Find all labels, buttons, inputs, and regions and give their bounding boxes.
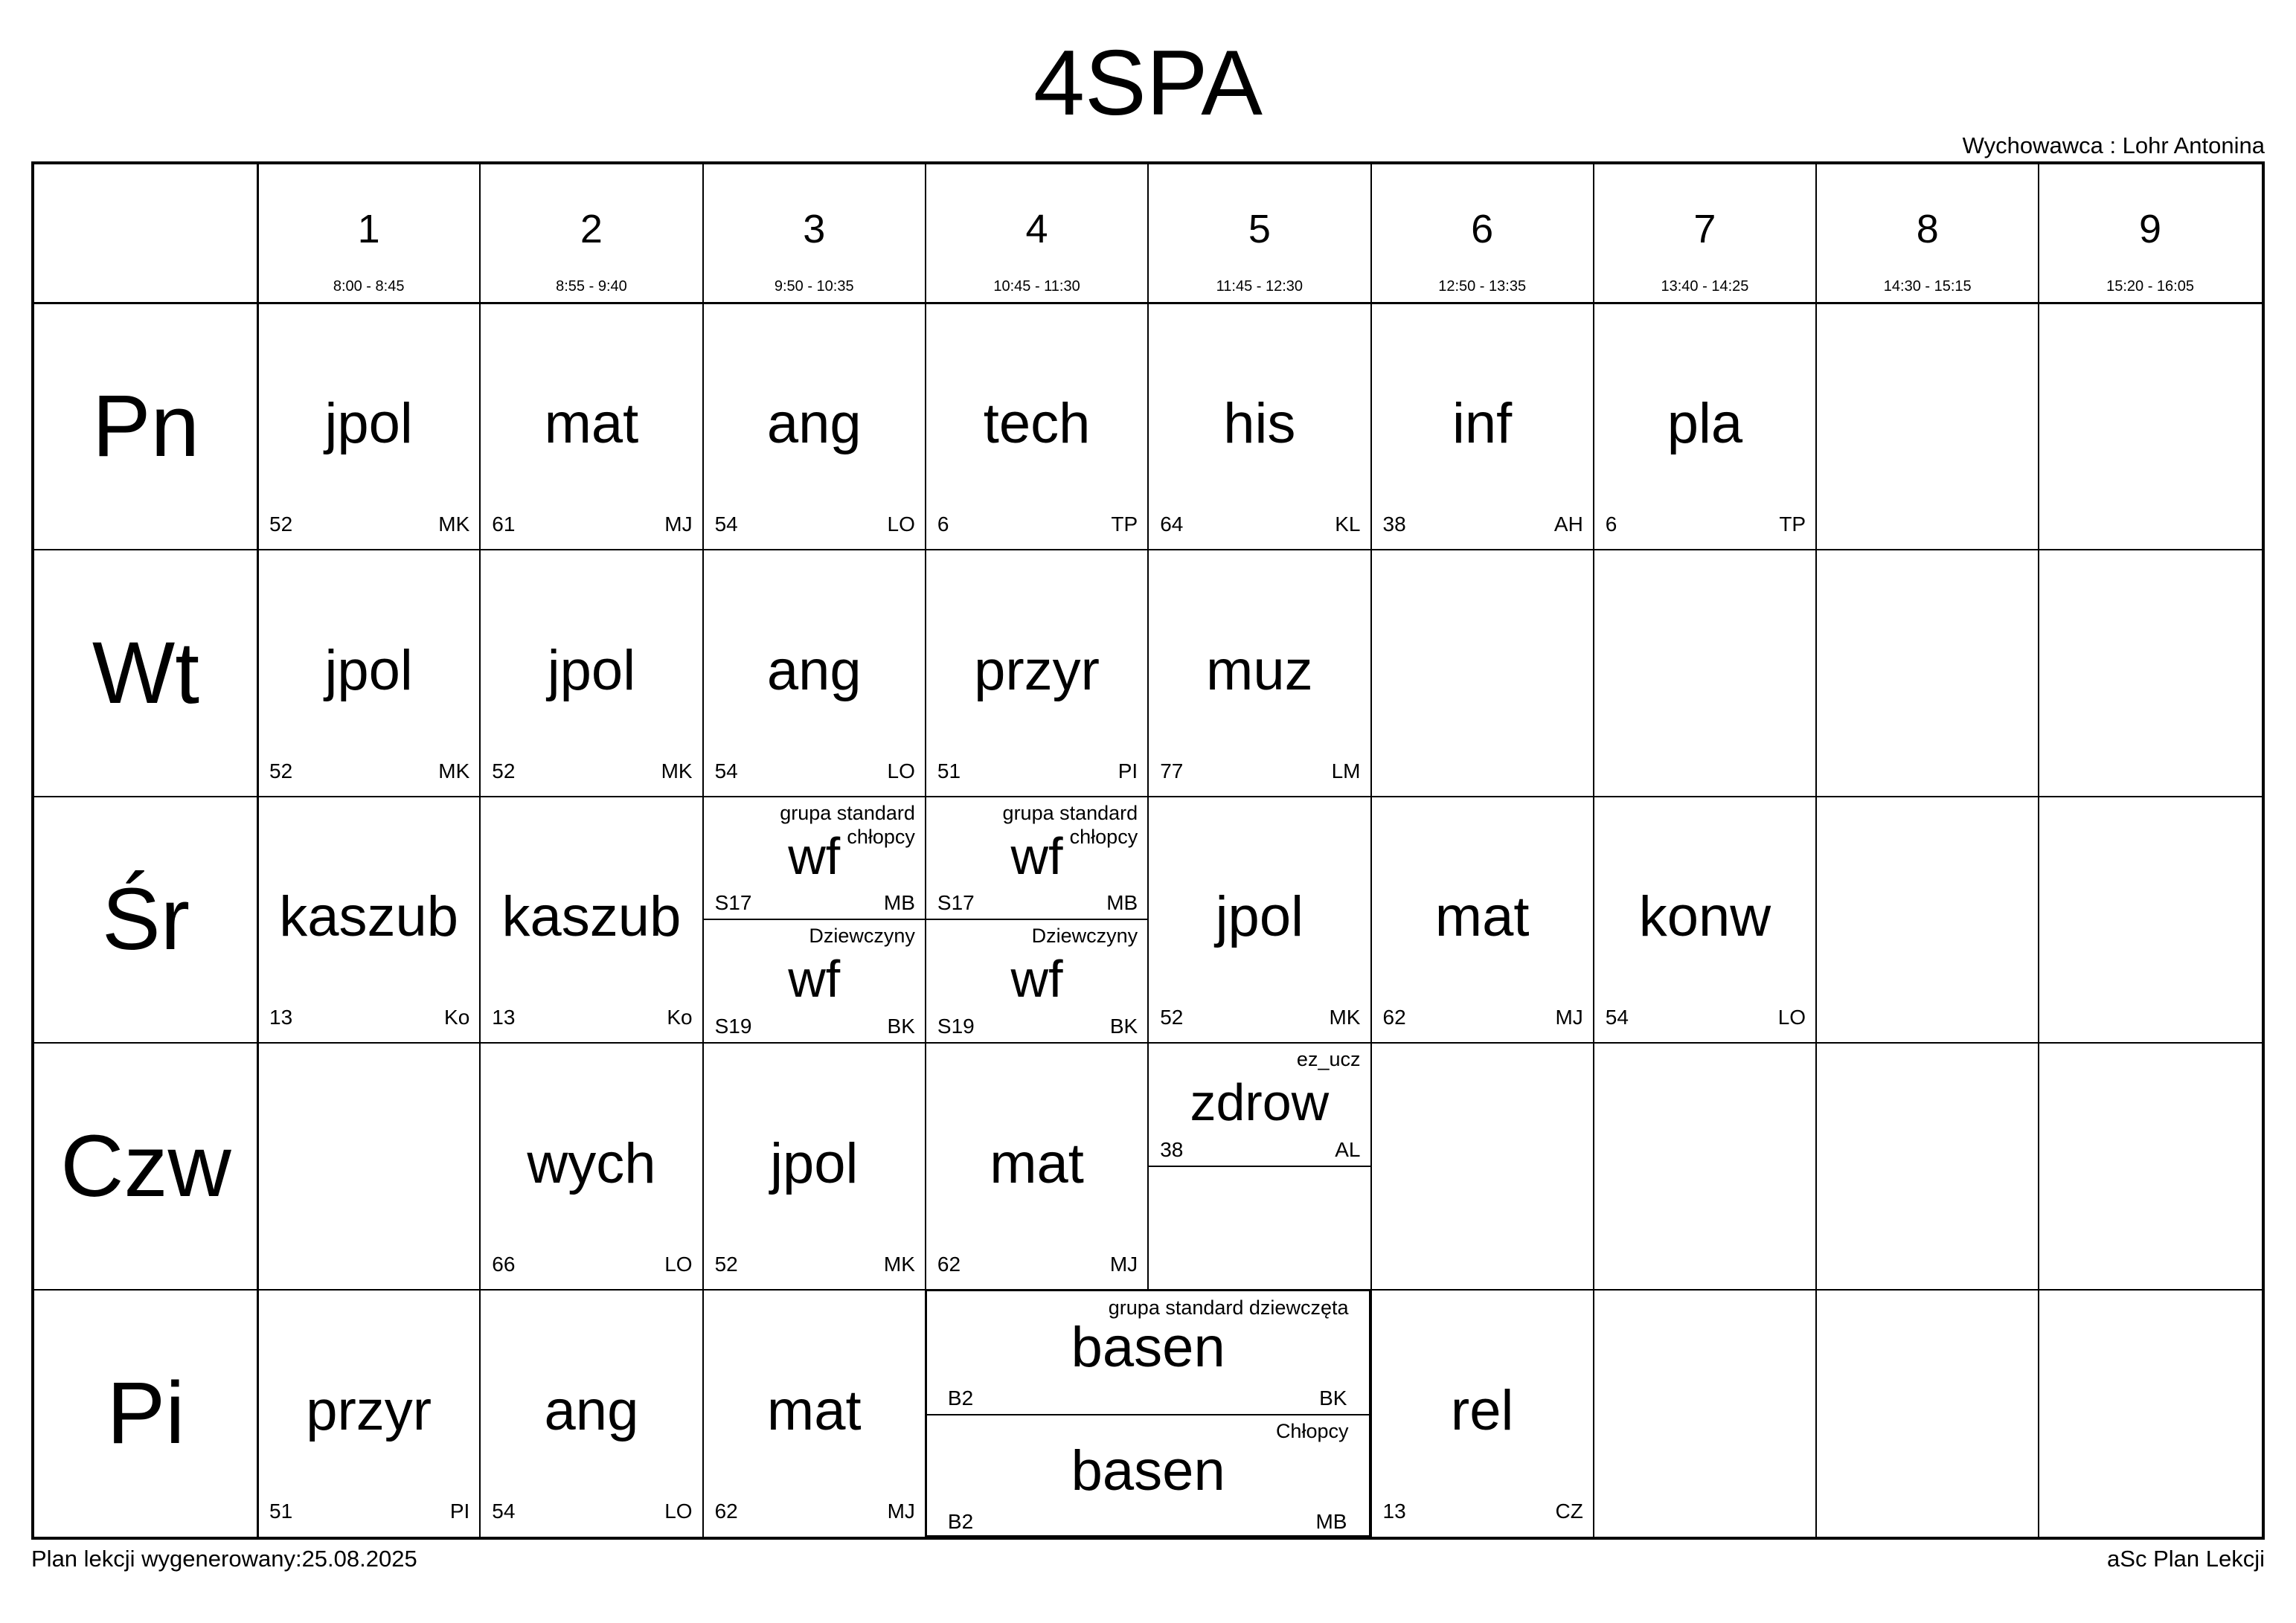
lesson-subject: jpol [547, 638, 636, 702]
lesson-cell [926, 1043, 1148, 1290]
lesson-cell [926, 303, 1148, 550]
lesson-room: 77 [1160, 759, 1184, 782]
period-time: 9:50 - 10:35 [774, 278, 854, 295]
class-teacher: Wychowawca : Lohr Antonina [1962, 132, 2265, 158]
period-number: 1 [357, 207, 380, 251]
period-time: 11:45 - 12:30 [1216, 278, 1303, 295]
lesson-room: B2 [947, 1509, 974, 1533]
timetable-title: 4SPA [1033, 32, 1263, 135]
lesson-room: B2 [947, 1386, 974, 1410]
software-credit: aSc Plan Lekcji [2107, 1546, 2265, 1572]
lesson-room: 38 [1160, 1138, 1184, 1162]
day-header [34, 1043, 257, 1290]
lesson-teacher: LO [887, 759, 915, 782]
lesson-room: 62 [1382, 1006, 1406, 1029]
lesson-subject: jpol [770, 1132, 859, 1196]
lesson-cell [480, 303, 702, 550]
lesson-cell [926, 1290, 1371, 1537]
lesson-subject: wf [1010, 950, 1063, 1009]
lesson-group: grupa standard chłopcy [1002, 801, 1138, 848]
lesson-teacher: BK [1319, 1386, 1347, 1410]
lesson-room: 6 [1605, 512, 1617, 536]
lesson-subject: przyr [974, 638, 1100, 702]
lesson-group: Chłopcy [1275, 1420, 1349, 1443]
lesson-cell [926, 550, 1148, 797]
lesson-cell [480, 550, 702, 797]
lesson-group: Dziewczyny [1031, 925, 1138, 948]
lesson-teacher: KL [1335, 512, 1361, 536]
lesson-subject: kaszub [501, 885, 682, 949]
lesson-teacher: MK [438, 759, 470, 782]
lesson-cell [703, 303, 926, 550]
lesson-room: 54 [714, 512, 738, 536]
lesson-room: 51 [937, 759, 961, 782]
lesson-teacher: TP [1779, 512, 1806, 536]
period-number: 8 [1916, 207, 1939, 251]
period-header [480, 164, 702, 303]
lesson-teacher: MK [661, 759, 693, 782]
lesson-room: 13 [492, 1006, 516, 1029]
lesson-group: grupa standard chłopcy [780, 801, 915, 848]
period-time: 14:30 - 15:15 [1883, 278, 1972, 295]
lesson-room: 13 [1382, 1499, 1406, 1523]
lesson-room: 62 [937, 1253, 961, 1276]
lesson-room: 64 [1160, 512, 1184, 536]
period-time: 13:40 - 14:25 [1661, 278, 1749, 295]
day-header [34, 797, 257, 1044]
lesson-teacher: Ko [444, 1006, 470, 1029]
grid-column-line [2038, 164, 2039, 1537]
lesson-subject: mat [1434, 885, 1530, 949]
period-header [1371, 164, 1594, 303]
lesson-subject: ang [544, 1379, 639, 1443]
lesson-subject: zdrow [1190, 1073, 1330, 1132]
lesson-room: 54 [492, 1499, 516, 1523]
lesson-cell [703, 550, 926, 797]
period-time: 10:45 - 11:30 [993, 278, 1080, 295]
lesson-cell [1594, 797, 1816, 1044]
lesson-room: 54 [714, 759, 738, 782]
day-name: Pi [106, 1364, 185, 1463]
group-divider [703, 919, 926, 920]
period-header [1148, 164, 1370, 303]
period-header [1594, 164, 1816, 303]
lesson-room: 52 [269, 759, 293, 782]
day-name: Śr [102, 870, 190, 969]
lesson-teacher: MK [883, 1253, 915, 1276]
lesson-subject: jpol [324, 638, 413, 702]
lesson-teacher: MJ [887, 1499, 915, 1523]
period-number: 4 [1025, 207, 1048, 251]
lesson-cell [1371, 1290, 1594, 1537]
period-number: 5 [1248, 207, 1271, 251]
lesson-room: 52 [492, 759, 516, 782]
lesson-teacher: LO [664, 1253, 693, 1276]
lesson-cell [257, 797, 480, 1044]
lesson-subject: ang [766, 638, 862, 702]
lesson-teacher: CZ [1555, 1499, 1583, 1523]
lesson-cell [703, 797, 926, 1044]
day-name: Wt [92, 623, 200, 722]
lesson-group: grupa standard dziewczęta [1108, 1296, 1349, 1320]
lesson-subject: tech [983, 391, 1091, 455]
lesson-teacher: BK [1109, 1015, 1138, 1038]
lesson-cell [257, 303, 480, 550]
lesson-subject: wf [1010, 826, 1063, 885]
lesson-teacher: MJ [1109, 1253, 1138, 1276]
day-header [34, 550, 257, 797]
day-header [34, 1290, 257, 1537]
lesson-room: 38 [1382, 512, 1406, 536]
lesson-teacher: PI [449, 1499, 470, 1523]
lesson-subject: przyr [306, 1379, 432, 1443]
timetable-grid [31, 161, 2265, 1540]
lesson-subject: jpol [1215, 885, 1303, 949]
lesson-cell [1148, 550, 1370, 797]
lesson-cell [1371, 797, 1594, 1044]
lesson-teacher: LM [1331, 759, 1361, 782]
lesson-teacher: MJ [1555, 1006, 1583, 1029]
lesson-teacher: TP [1111, 512, 1138, 536]
lesson-cell [480, 1290, 702, 1537]
group-divider [927, 1414, 1373, 1415]
lesson-room: 52 [1160, 1006, 1184, 1029]
lesson-teacher: LO [887, 512, 915, 536]
day-header [34, 303, 257, 550]
lesson-room: 54 [1605, 1006, 1629, 1029]
lesson-teacher: MJ [664, 512, 693, 536]
day-name: Czw [60, 1117, 231, 1216]
lesson-teacher: AL [1335, 1138, 1361, 1162]
lesson-cell [1148, 797, 1370, 1044]
lesson-cell [703, 1290, 926, 1537]
lesson-teacher: PI [1117, 759, 1138, 782]
generated-date: Plan lekcji wygenerowany:25.08.2025 [31, 1546, 417, 1572]
period-number: 2 [580, 207, 603, 251]
lesson-subject: muz [1206, 638, 1313, 702]
lesson-teacher: Ko [667, 1006, 693, 1029]
lesson-subject: mat [766, 1379, 862, 1443]
lesson-room: 6 [937, 512, 949, 536]
lesson-subject: mat [544, 391, 639, 455]
lesson-cell [1148, 303, 1370, 550]
lesson-subject: mat [990, 1132, 1084, 1196]
period-time: 15:20 - 16:05 [2106, 278, 2194, 295]
lesson-teacher: MB [883, 891, 915, 915]
period-header [2039, 164, 2261, 303]
lesson-cell [480, 797, 702, 1044]
lesson-group: Dziewczyny [809, 925, 915, 948]
lesson-cell [1371, 303, 1594, 550]
lesson-room: S19 [937, 1015, 975, 1038]
period-time: 12:50 - 13:35 [1438, 278, 1527, 295]
lesson-cell [1594, 303, 1816, 550]
lesson-subject: his [1223, 391, 1296, 455]
lesson-cell [926, 797, 1148, 1044]
period-number: 6 [1471, 207, 1494, 251]
lesson-group: ez_ucz [1296, 1048, 1361, 1071]
lesson-subject: pla [1667, 391, 1743, 455]
period-header [1816, 164, 2039, 303]
lesson-room: 52 [269, 512, 293, 536]
lesson-room: 66 [492, 1253, 516, 1276]
lesson-subject: ang [766, 391, 862, 455]
lesson-room: S17 [937, 891, 975, 915]
lesson-cell [703, 1043, 926, 1290]
lesson-subject: wf [788, 950, 841, 1009]
lesson-room: 51 [269, 1499, 293, 1523]
lesson-subject: rel [1450, 1379, 1514, 1443]
period-header [926, 164, 1148, 303]
day-name: Pn [92, 376, 200, 475]
group-divider [926, 919, 1148, 920]
lesson-room: 61 [492, 512, 516, 536]
lesson-cell [480, 1043, 702, 1290]
lesson-cell [257, 550, 480, 797]
lesson-subject: konw [1638, 885, 1771, 949]
period-number: 9 [2139, 207, 2162, 251]
lesson-cell [1148, 1043, 1370, 1290]
lesson-teacher: MB [1106, 891, 1138, 915]
lesson-teacher: LO [1777, 1006, 1806, 1029]
period-header [703, 164, 926, 303]
lesson-subject: jpol [324, 391, 413, 455]
period-number: 3 [803, 207, 826, 251]
lesson-teacher: BK [887, 1015, 915, 1038]
lesson-cell [257, 1290, 480, 1537]
lesson-subject: basen [1071, 1316, 1225, 1380]
period-number: 7 [1693, 207, 1716, 251]
lesson-teacher: AH [1553, 512, 1583, 536]
period-time: 8:55 - 9:40 [556, 278, 627, 295]
lesson-room: S19 [714, 1015, 752, 1038]
lesson-teacher: LO [664, 1499, 693, 1523]
lesson-teacher: MB [1315, 1509, 1347, 1533]
period-header [257, 164, 480, 303]
lesson-room: 62 [714, 1499, 738, 1523]
lesson-teacher: MK [1329, 1006, 1361, 1029]
lesson-subject: wf [788, 826, 841, 885]
lesson-subject: inf [1452, 391, 1513, 455]
group-divider [1148, 1166, 1370, 1167]
lesson-room: 52 [714, 1253, 738, 1276]
lesson-teacher: MK [438, 512, 470, 536]
lesson-room: S17 [714, 891, 752, 915]
period-time: 8:00 - 8:45 [333, 278, 405, 295]
lesson-subject: kaszub [279, 885, 459, 949]
lesson-subject: basen [1071, 1439, 1225, 1503]
lesson-subject: wych [527, 1132, 656, 1196]
lesson-room: 13 [269, 1006, 293, 1029]
